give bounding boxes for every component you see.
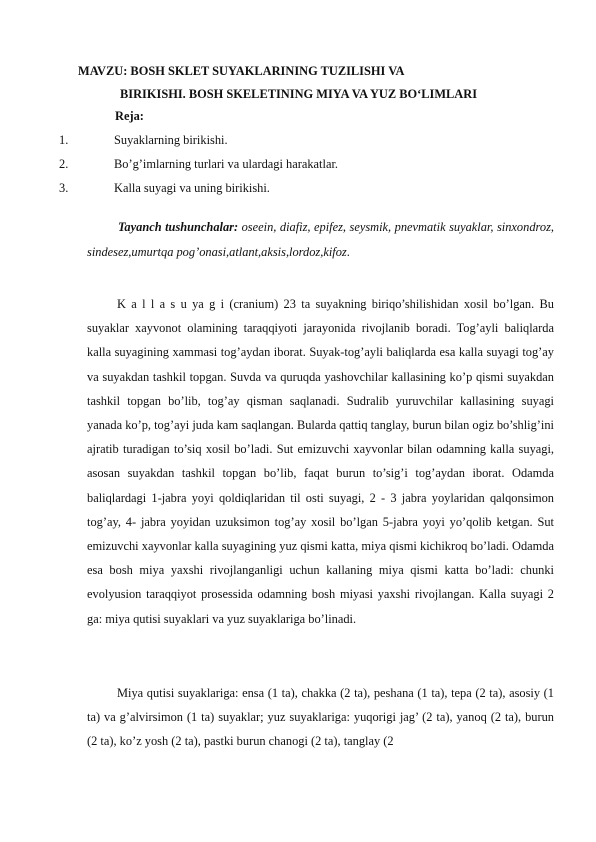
key-concepts-end: . [346,244,350,259]
plan-heading: Reja: [115,109,144,123]
key-concepts-list: oseein, diafiz, epifez, seysmik, pnevmatik suyaklar, sinxondroz, sindesez,umurtqa pog’onasi,atlant,aksis,lordoz,kifoz [87,220,554,259]
plan-item-text: Kalla suyagi va uning birikishi. [114,181,270,195]
plan-item-number: 1. [59,133,69,147]
plan-item-number: 2. [59,157,69,171]
plan-item [59,181,270,196]
plan-item [59,133,228,148]
plan-item-text: Bo’g’imlarning turlari va ulardagi harakatlar. [114,157,338,171]
page-title-line-2: BIRIKISHI. BOSH SKELETINING MIYA VA YUZ BO‘LIMLARI [120,87,478,101]
plan-item-number: 3. [59,181,69,195]
key-concepts [87,215,554,264]
body-paragraph: Miya qutisi suyaklariga: ensa (1 ta), chakka (2 ta), peshana (1 ta), tepa (2 ta), asosiy (1 ta) va g’alvirsimon (1 ta) suyaklar; yuz suyaklariga: yuqorigi jag’ (2 ta), yanoq (2 ta), burun (2 ta), ko’z yosh (2 ta), pastki burun chanogi (2 ta), tanglay (2 [87,686,554,749]
plan-item [59,157,338,172]
key-concepts-label: Tayanch tushunchalar: [118,220,239,234]
plan-item-text: Suyaklarning birikishi. [114,133,228,147]
body-paragraph: K a l l a s u ya g i (cranium) 23 ta suyakning biriqo’shilishidan xosil bo’lgan. Bu suyaklar xayvonot olamining taraqqiyoti jarayonida rivojlanib boradi. Tog’ayli baliqlarda kalla suyagining xammasi tog’aydan iborat. Suyak-tog’ayli baliqlarda esa kalla suyagi tog’ay va suyakdan tashkil topgan. Suvda va quruqda yashovchilar kallasining ko’p qismi suyakdan tashkil topgan bo’lib, tog’ay qisman saqlanadi. Sudralib yuruvchilar kallasining suyagi yanada ko’p, tog’ayi juda kam saqlangan. Bularda qattiq tanglay, burun bilan ogiz bo’shlig’ini ajratib turadigan to’siq xosil bo’ladi. Sut emizuvchi xayvonlar bilan odamning kalla suyagi, asosan suyakdan tashkil topgan bo’lib, faqat burun to’sig’i tog’aydan iborat. Odamda baliqlardagi 1-jabra yoyi qoldiqlaridan til osti suyagi, 2 - 3 jabra yoylaridan qalqonsimon tog’ay, 4- jabra yoyidan uzuksimon tog’ay xosil bo’lgan 5-jabra yoyi yo’qolib ketgan. Sut emizuvchi xayvonlar kalla suyagining yuz qismi katta, miya qismi kichikroq bo’ladi. Odamda esa bosh miya yaxshi rivojlanganligi uchun kallaning miya qismi katta bo’ladi: chunki evolyusion taraqqiyot prosessida odamning bosh miyasi yaxshi rivojlangan. Kalla suyagi 2 ga: miya qutisi suyaklari va yuz suyaklariga bo’linadi. [87,297,554,626]
page-title-line-1: MAVZU: BOSH SKLET SUYAKLARINING TUZILISHI VA [78,64,405,78]
